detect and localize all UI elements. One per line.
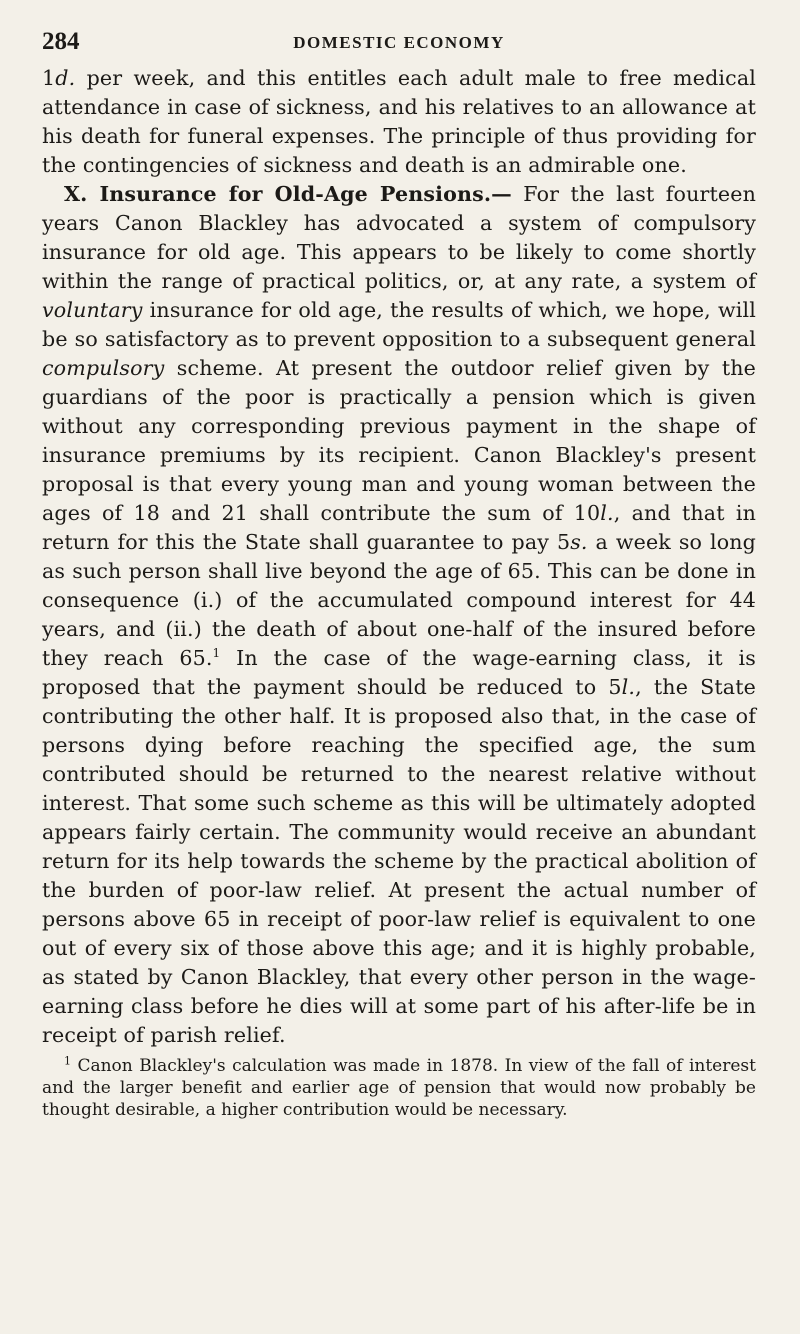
italic-span: compulsory (42, 356, 165, 380)
text-span: , the State contributing the other half. It is proposed also that, in the case of persons dying before reaching the specified age, the sum contributed should be returned to the nearest relative without interest. That some such scheme as this will be ultimately adopted appears fairly certain. The community would receive an abundant return for its help towards the scheme by the practical abolition of the burden of poor-law relief. At present the actual number of persons above 65 in receipt of poor-law relief is equivalent to one out of every six of those above this age; and it is highly probable, as stated by Canon Blackley, that every other person in the wage-earning class before he dies will at some part of his after-life be in receipt of parish relief. (42, 675, 756, 1047)
text-span: per week, and this entitles each adult male to free medical attendance in case of sickness, and his relatives to an allowance at his death for funeral expenses. The principle of thus providing for the contingencies of sickness and death is an admirable one. (42, 66, 756, 177)
running-head: DOMESTIC ECONOMY (293, 33, 505, 52)
paragraph-2 (42, 180, 756, 1050)
footnote (42, 1055, 756, 1121)
footnote-text: Canon Blackley's calculation was made in 1878. In view of the fall of interest and the larger benefit and earlier age of pension that would now probably be thought desirable, a higher contribution would be necessary. (42, 1056, 756, 1120)
page-number: 284 (42, 28, 80, 55)
text-span: In the case of the wage-earning class, it is proposed that the payment should be reduced to 5 (42, 646, 756, 699)
text-span: scheme. At present the outdoor relief given by the guardians of the poor is practically a pension which is given without any corresponding previous payment in the shape of insurance premiums by its recipient. Canon Blackley's present proposal is that every young man and young woman between the ages of 18 and 21 shall contribute the sum of 10 (42, 356, 756, 525)
text-span: , and that in return for this the State shall guarantee to pay 5 (42, 501, 756, 554)
page-header (42, 28, 756, 64)
italic-span: l. (600, 501, 614, 525)
text-span: a week so long as such person shall live beyond the age of 65. This can be done in consequence (i.) of the accumulated compound interest for 44 years, and (ii.) the death of about one-half of the insured before they reach 65. (42, 530, 757, 670)
text-span: insurance for old age, the results of which, we hope, will be so satisfactory as to prevent opposition to a subsequent general (42, 298, 756, 351)
section-heading: X. Insurance for Old-Age Pensions.— (64, 182, 512, 206)
italic-span: l. (621, 675, 636, 699)
paragraph-1 (42, 64, 756, 180)
page-body (42, 64, 756, 1050)
italic-span: d. (55, 66, 76, 90)
text-span: 1 (42, 66, 56, 90)
text-span: For the last fourteen years Canon Blackley has advocated a system of compulsory insurance for old age. This appears to be likely to come shortly within the range of practical politics, or, at any rate, a system of (42, 182, 756, 293)
italic-span: s. (570, 530, 588, 554)
footnote-reference: 1 (212, 646, 221, 661)
italic-span: voluntary (42, 298, 143, 322)
footnote-marker: 1 (64, 1054, 71, 1068)
